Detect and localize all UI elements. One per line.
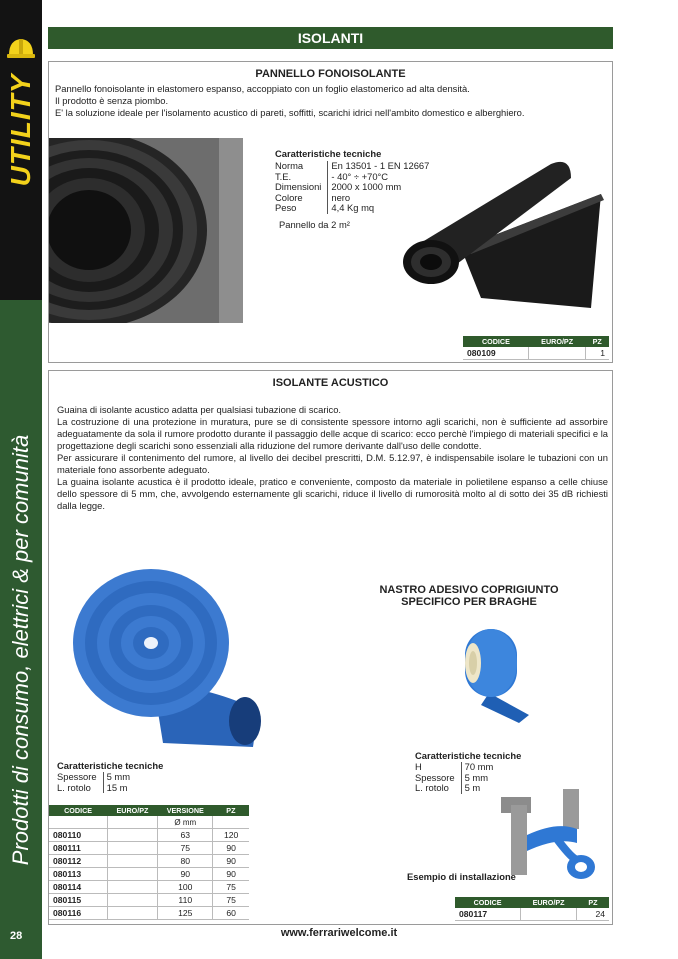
- acoustic-paragraph: Guaina di isolante acustico adatta per qualsiasi tubazione di scarico.: [57, 404, 342, 415]
- install-caption: Esempio di installazione: [407, 871, 516, 882]
- col-header: CODICE: [455, 897, 520, 908]
- table-row: [463, 347, 609, 360]
- sleeve-price-table: [49, 805, 249, 920]
- panel-size-note: Pannello da 2 m²: [279, 219, 350, 230]
- spec-key: L. rotolo: [57, 781, 91, 793]
- tape-title: [349, 584, 589, 608]
- col-header: CODICE: [49, 805, 107, 816]
- blue-tape-image: [459, 623, 531, 723]
- spec-key: T.E.: [275, 170, 292, 182]
- acoustic-section: [48, 370, 613, 925]
- spec-value: 5 mm: [461, 773, 493, 784]
- panel-line: Pannello fonoisolante in elastomero espanso, accoppiato con un foglio elastomerico ad alta densità.: [55, 83, 470, 94]
- spec-key: Peso: [275, 202, 297, 213]
- table-row: 080115 110 75: [49, 894, 249, 907]
- col-header: PZ: [585, 336, 609, 347]
- table-row: 080113 90 90: [49, 868, 249, 881]
- spec-key: Dimensioni: [275, 181, 322, 192]
- panel-section: [48, 61, 613, 363]
- spec-row: [57, 772, 130, 783]
- spec-value: 4,4 Kg mq: [328, 203, 430, 214]
- rubber-mat-image: [401, 158, 606, 310]
- spec-row: [57, 783, 130, 794]
- spec-key: Spessore: [57, 771, 97, 782]
- spec-value: 70 mm: [461, 762, 493, 773]
- spec-value: 2000 x 1000 mm: [328, 182, 430, 193]
- page-number: 28: [10, 930, 23, 942]
- installation-image: [497, 785, 597, 885]
- acoustic-paragraph: Per assicurare il contenimento del rumore, al livello dei decibel prescritti, D.M. 5.12.97, è indispensabile isolare le tubazioni con un materiale fono assorbente adeguato.: [57, 452, 608, 475]
- spec-key: Norma: [275, 160, 304, 171]
- section-header: ISOLANTI: [48, 27, 613, 49]
- spec-row: [415, 762, 493, 773]
- tape-specs-title: Caratteristiche tecniche: [415, 750, 522, 761]
- col-header: PZ: [577, 897, 609, 908]
- tape-title-line: NASTRO ADESIVO COPRIGIUNTO: [379, 584, 559, 596]
- blue-sleeve-roll-image: [73, 561, 269, 747]
- panel-line: E' la soluzione ideale per l'isolamento acustico di pareti, soffitti, scarichi idrici nell'ambito domestico e alberghiero.: [55, 107, 525, 118]
- sidebar-brand: UTILITY: [5, 73, 36, 187]
- col-header: CODICE: [463, 336, 529, 347]
- col-header: EURO/PZ: [520, 897, 577, 908]
- cell-code: 080117: [455, 908, 520, 921]
- panel-title: PANNELLO FONOISOLANTE: [255, 68, 406, 80]
- cell-qty: 1: [585, 347, 609, 360]
- tape-price-table: [455, 897, 609, 921]
- cell-qty: 24: [577, 908, 609, 921]
- panel-line: Il prodotto è senza piombo.: [55, 95, 169, 106]
- acoustic-paragraph: La guaina isolante acustica è il prodotto ideale, pratico e conveniente, composto da materiale in polietilene espanso a celle chiuse dello spessore di 5 mm, che, avvolgendo esternamente gli scarichi, riduce il livello di rumorosità molto al di sotto dei 35 dB richiesti dalla legge.: [57, 476, 608, 511]
- table-row: 080114 100 75: [49, 881, 249, 894]
- sleeve-specs-title: Caratteristiche tecniche: [57, 760, 164, 771]
- spec-value: 5 m: [461, 783, 493, 794]
- panel-price-table: [463, 336, 609, 360]
- foam-rolls-image: [49, 138, 243, 323]
- acoustic-description: [57, 404, 608, 512]
- diameter-unit: Ø mm: [158, 816, 213, 829]
- cell-price: [520, 908, 577, 921]
- table-row: [455, 908, 609, 921]
- tape-title-line: SPECIFICO PER BRAGHE: [401, 596, 537, 608]
- table-row: 080112 80 90: [49, 855, 249, 868]
- col-header: PZ: [213, 805, 249, 816]
- sidebar-category: Prodotti di consumo, elettrici & per comunità: [8, 434, 33, 866]
- table-row: 080116 125 60: [49, 907, 249, 920]
- cell-price: [529, 347, 586, 360]
- spec-row: [415, 783, 493, 794]
- col-header: EURO/PZ: [529, 336, 586, 347]
- spec-key: L. rotolo: [415, 782, 449, 793]
- panel-specs-title: Caratteristiche tecniche: [275, 148, 382, 159]
- table-row: 080111 75 90: [49, 842, 249, 855]
- spec-value: nero: [328, 193, 430, 204]
- col-header: EURO/PZ: [107, 805, 158, 816]
- table-row: 080110 63 120: [49, 829, 249, 842]
- spec-key: Spessore: [415, 771, 455, 783]
- spec-value: 5 mm: [103, 772, 130, 783]
- spec-key: H: [415, 761, 422, 772]
- table-subheader: [49, 816, 249, 829]
- footer-url[interactable]: www.ferrariwelcome.it: [280, 927, 398, 939]
- acoustic-paragraph: La costruzione di una protezione in muratura, pure se di consistente spessore intorno agli scarichi, non è sufficiente ad assorbire adeguatamente da sola il rumore prodotto durante il passaggio delle acque di scarico: ecco perchè l'impiego di materiali specifici e la progettazione degli scarichi sono essenziali alla riduzione del rumore derivante dall'uso delle condotte.: [57, 416, 608, 451]
- col-header: VERSIONE: [158, 805, 213, 816]
- spec-value: - 40° ÷ +70°C: [328, 172, 430, 183]
- cell-code: 080109: [463, 347, 529, 360]
- spec-value: En 13501 - 1 EN 12667: [328, 161, 430, 172]
- tape-specs: [415, 762, 493, 794]
- panel-description: [55, 83, 605, 119]
- spec-value: 15 m: [103, 783, 130, 794]
- acoustic-title: ISOLANTE ACUSTICO: [272, 377, 389, 389]
- helmet-icon: [6, 34, 36, 64]
- sleeve-specs: [57, 772, 130, 793]
- spec-key: Colore: [275, 191, 303, 203]
